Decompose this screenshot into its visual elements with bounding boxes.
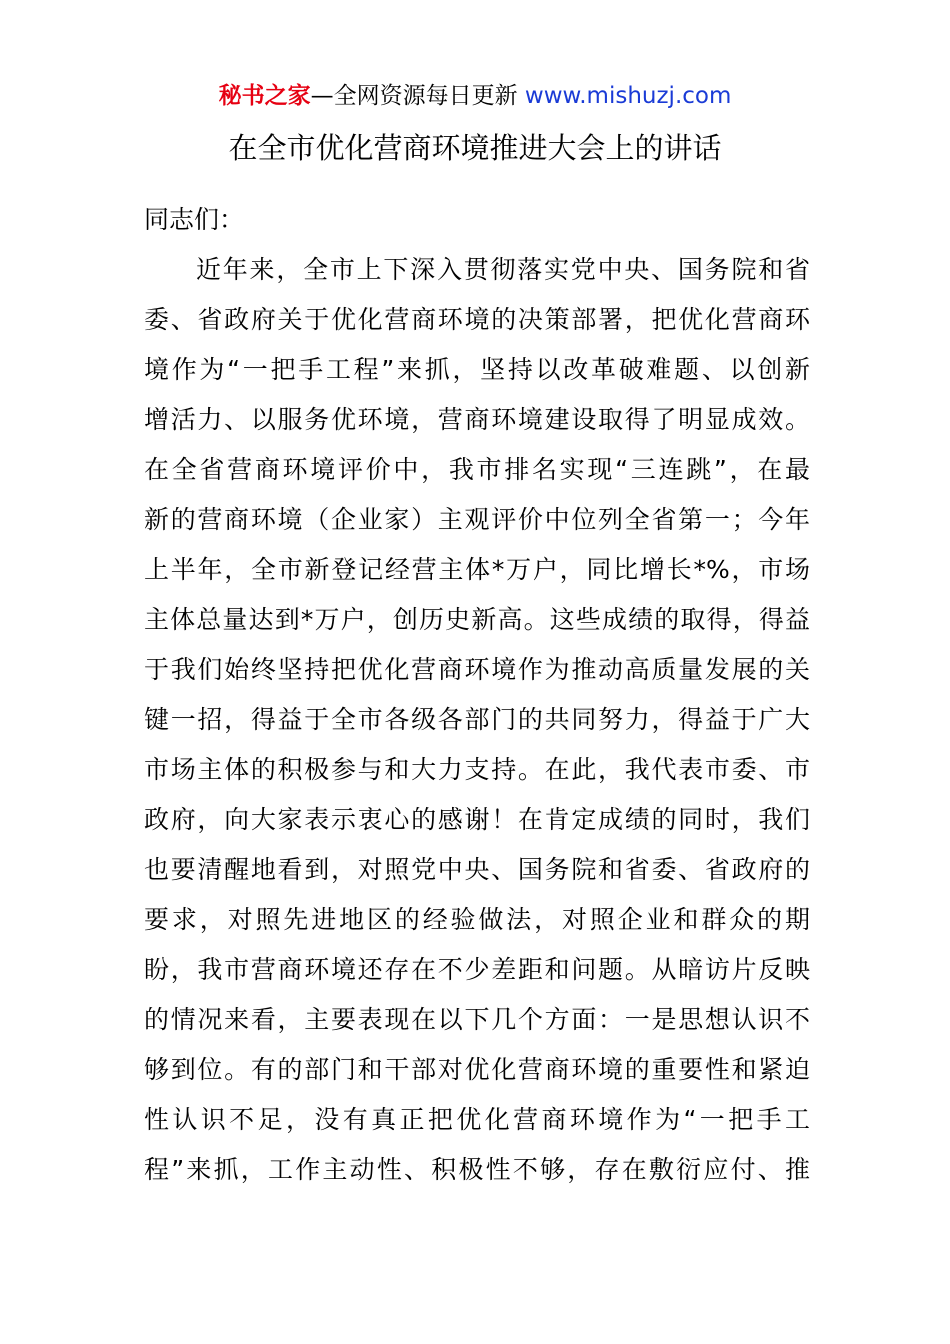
paragraph-line: 程”来抓，工作主动性、积极性不够，存在敷衍应付、推: [144, 1155, 810, 1184]
header-tagline: —全网资源每日更新: [310, 83, 518, 109]
paragraph-line: 上半年，全市新登记经营主体*万户，同比增长*%，市场: [144, 555, 810, 584]
paragraph-line: 市场主体的积极参与和大力支持。在此，我代表市委、市: [144, 755, 810, 784]
paragraph-line: 也要清醒地看到，对照党中央、国务院和省委、省政府的: [144, 855, 810, 884]
paragraph-line: 境作为“一把手工程”来抓，坚持以改革破难题、以创新: [144, 355, 810, 384]
paragraph-line: 够到位。有的部门和干部对优化营商环境的重要性和紧迫: [144, 1055, 810, 1084]
paragraph-line: 的情况来看，主要表现在以下几个方面：一是思想认识不: [144, 1005, 810, 1034]
paragraph-line: 近年来，全市上下深入贯彻落实党中央、国务院和省: [196, 255, 810, 284]
salutation: 同志们：: [144, 205, 245, 234]
paragraph-line: 新的营商环境（企业家）主观评价中位列全省第一；今年: [144, 505, 810, 534]
paragraph-line: 政府，向大家表示衷心的感谢！在肯定成绩的同时，我们: [144, 805, 810, 834]
document-title: 在全市优化营商环境推进大会上的讲话: [228, 131, 722, 165]
brand-name: 秘书之家: [218, 83, 311, 109]
site-header: [0, 80, 950, 112]
paragraph-line: 在全省营商环境评价中，我市排名实现“三连跳”，在最: [144, 455, 810, 484]
site-url-link[interactable]: www.mishuzj.com: [524, 83, 732, 109]
paragraph-line: 委、省政府关于优化营商环境的决策部署，把优化营商环: [144, 305, 810, 334]
paragraph-line: 盼，我市营商环境还存在不少差距和问题。从暗访片反映: [144, 955, 810, 984]
paragraph-line: 要求，对照先进地区的经验做法，对照企业和群众的期: [144, 905, 810, 934]
paragraph-line: 主体总量达到*万户，创历史新高。这些成绩的取得，得益: [144, 605, 810, 634]
paragraph-line: 于我们始终坚持把优化营商环境作为推动高质量发展的关: [144, 655, 810, 684]
paragraph-line: 性认识不足，没有真正把优化营商环境作为“一把手工: [144, 1105, 810, 1134]
paragraph-line: 键一招，得益于全市各级各部门的共同努力，得益于广大: [144, 705, 810, 734]
document-body: [144, 195, 810, 1195]
paragraph-line: 增活力、以服务优环境，营商环境建设取得了明显成效。: [144, 405, 810, 434]
